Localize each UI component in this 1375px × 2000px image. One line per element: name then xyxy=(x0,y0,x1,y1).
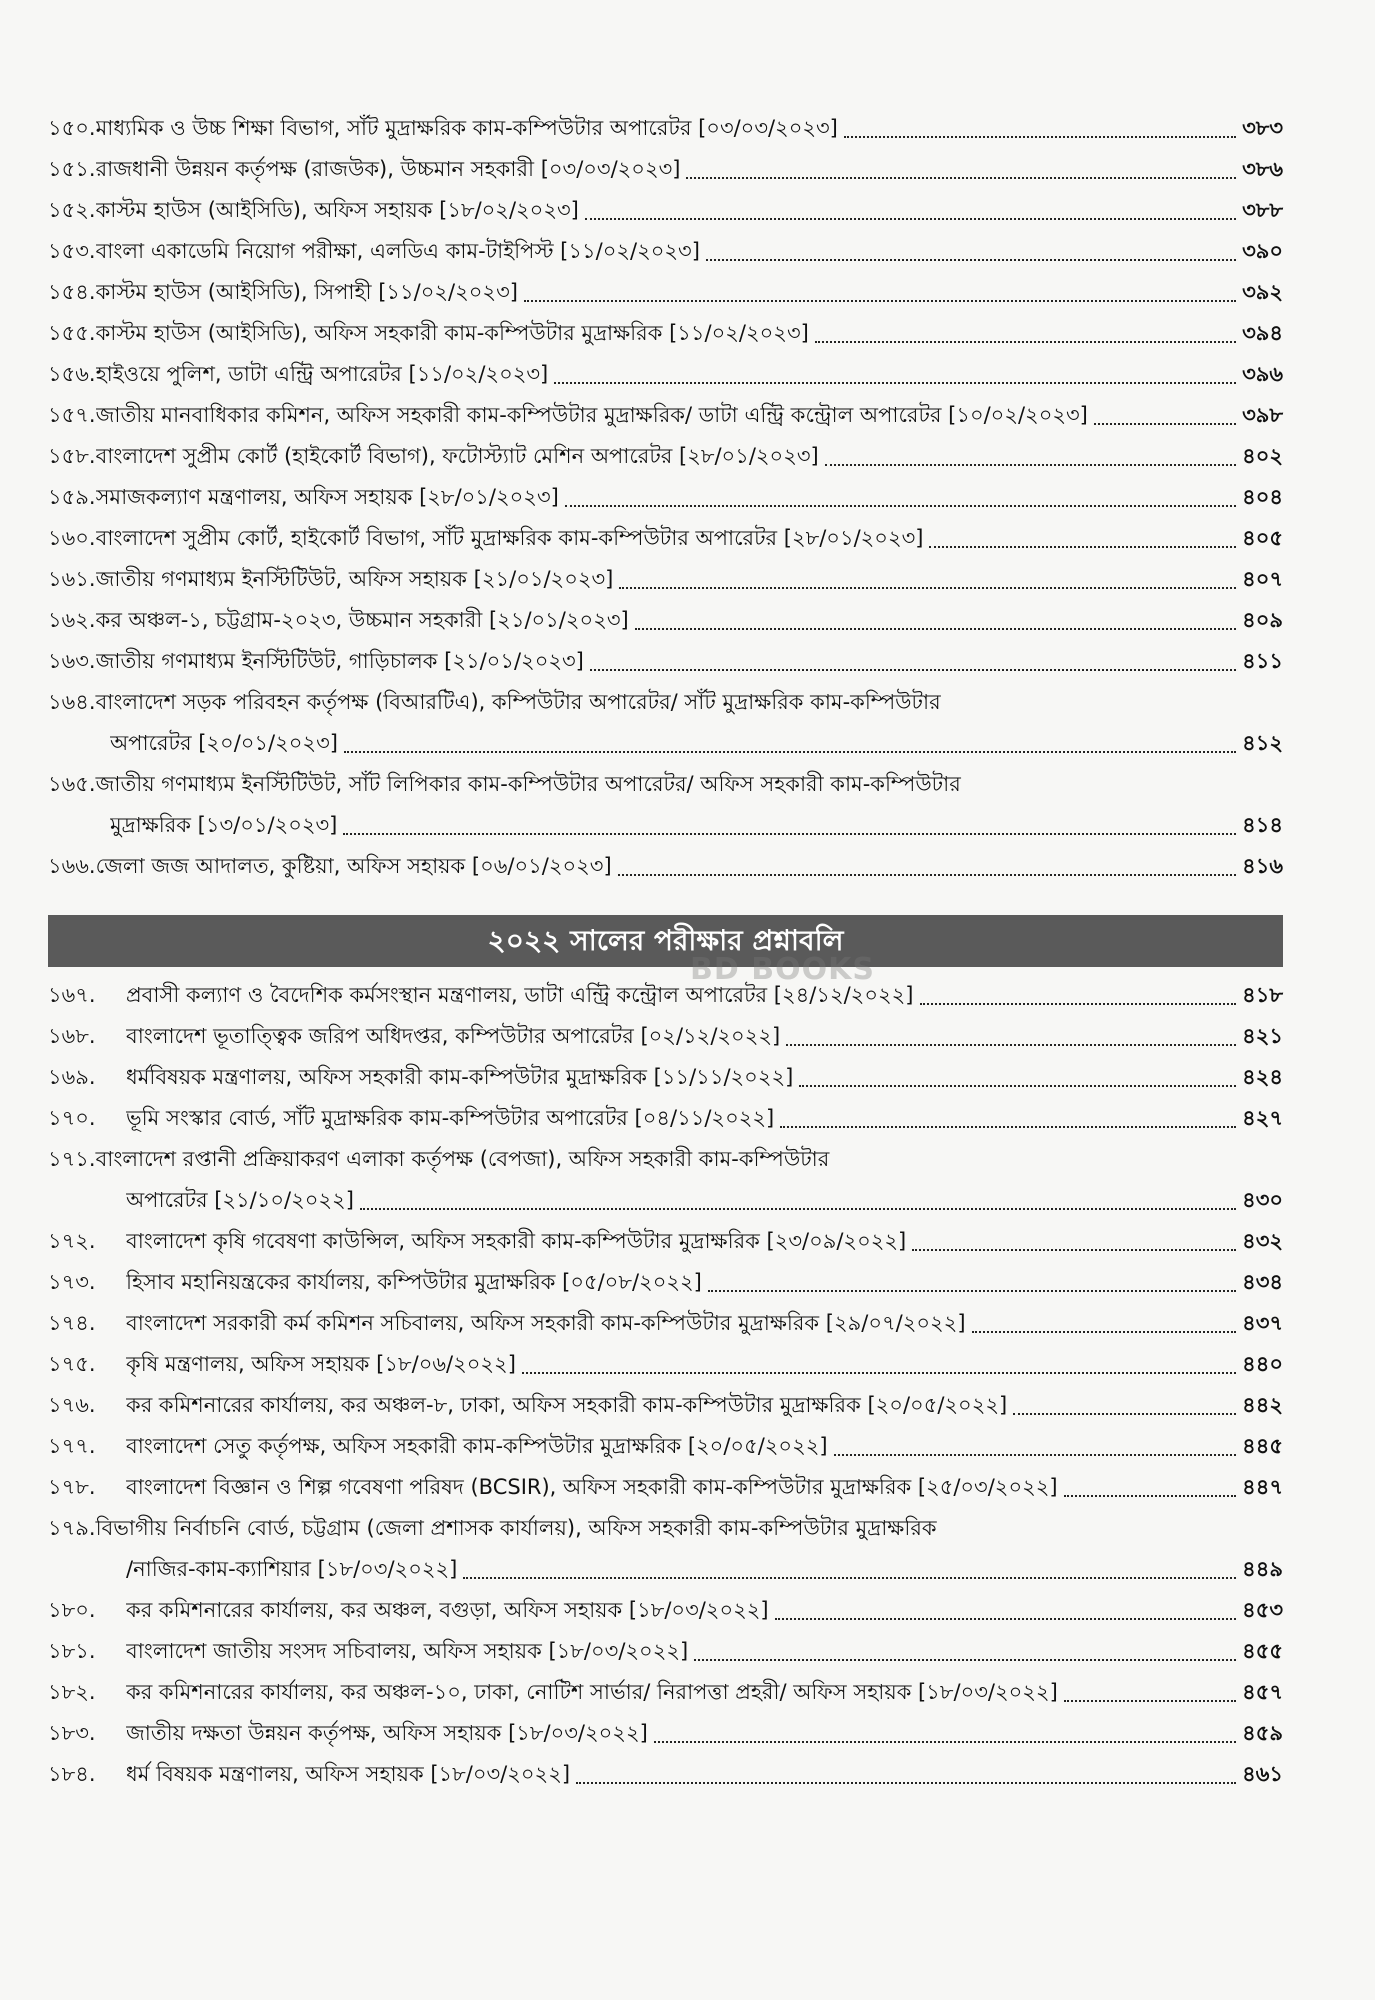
entry-title-line1: বাংলাদেশ সড়ক পরিবহন কর্তৃপক্ষ (বিআরটিএ), কম্পিউটার অপারেটর/ সাঁট মুদ্রাক্ষরিক কাম-কম্পিউটার xyxy=(95,690,941,714)
toc-entry xyxy=(48,1344,1283,1385)
dot-leader xyxy=(780,1126,1236,1128)
toc-entry xyxy=(48,1754,1283,1795)
entry-page-number: ৩৯৮ xyxy=(1242,403,1283,427)
section-heading-text: ২০২২ সালের পরীক্ষার প্রশ্নাবলি xyxy=(487,924,844,957)
entry-number: ১৮২. xyxy=(48,1680,96,1704)
entry-page-number: ৪১৮ xyxy=(1242,983,1283,1007)
entry-number: ১৭৪. xyxy=(48,1311,96,1335)
toc-entry xyxy=(48,1139,1283,1221)
entry-page-number: ৪০৯ xyxy=(1242,608,1283,632)
entry-page-number: ৪৫৭ xyxy=(1242,1680,1283,1704)
entry-title-line1: জাতীয় গণমাধ্যম ইনস্টিটিউট, সাঁট লিপিকার কাম-কম্পিউটার অপারেটর/ অফিস সহকারী কাম-কম্পিউটার xyxy=(95,772,961,796)
entry-title: জাতীয় গণমাধ্যম ইনস্টিটিউট, গাড়িচালক [২১/০১/২০২৩] xyxy=(95,649,584,673)
toc-entry xyxy=(48,395,1283,436)
entry-title: ভূমি সংস্কার বোর্ড, সাঁট মুদ্রাক্ষরিক কাম-কম্পিউটার অপারেটর [০৪/১১/২০২২] xyxy=(126,1106,775,1130)
entry-title: রাজধানী উন্নয়ন কর্তৃপক্ষ (রাজউক), উচ্চমান সহকারী [০৩/০৩/২০২৩] xyxy=(95,157,681,181)
entry-title: ধর্ম বিষয়ক মন্ত্রণালয়, অফিস সহায়ক [১৮/০৩/২০২২] xyxy=(126,1762,571,1786)
toc-entry xyxy=(48,477,1283,518)
entry-page-number: ৪৫৩ xyxy=(1242,1598,1283,1622)
entry-page-number: ৪০৭ xyxy=(1242,567,1283,591)
entry-number: ১৫৫. xyxy=(48,321,96,345)
entry-page-number: ৪৪০ xyxy=(1242,1352,1283,1376)
toc-entry xyxy=(48,1631,1283,1672)
entry-page-number: ৪৪৯ xyxy=(1242,1557,1283,1581)
entry-number: ১৬১. xyxy=(48,567,96,591)
entry-page-number: ৩৮৬ xyxy=(1242,157,1283,181)
toc-entry xyxy=(48,354,1283,395)
entry-title: জাতীয় মানবাধিকার কমিশন, অফিস সহকারী কাম-কম্পিউটার মুদ্রাক্ষরিক/ ডাটা এন্ট্রি কন্ট্রোল অপারেটর [১০/০২/২০২৩] xyxy=(95,403,1088,427)
toc-entry xyxy=(48,149,1283,190)
dot-leader xyxy=(554,382,1236,384)
dot-leader xyxy=(585,218,1236,220)
toc-entry xyxy=(48,1467,1283,1508)
entry-number: ১৭২. xyxy=(48,1229,96,1253)
entry-number: ১৫৯. xyxy=(48,485,96,509)
dot-leader xyxy=(912,1249,1236,1251)
entry-title: কৃষি মন্ত্রণালয়, অফিস সহায়ক [১৮/০৬/২০২২] xyxy=(126,1352,516,1376)
entry-page-number: ৪০৫ xyxy=(1242,526,1283,550)
entry-page-number: ৪২১ xyxy=(1242,1024,1283,1048)
dot-leader xyxy=(576,1782,1236,1784)
entry-number: ১৬৬. xyxy=(48,854,96,878)
entry-number: ১৬৩. xyxy=(48,649,96,673)
toc-entry xyxy=(48,1262,1283,1303)
toc-entry xyxy=(48,1713,1283,1754)
entry-page-number: ৪৫৫ xyxy=(1242,1639,1283,1663)
dot-leader xyxy=(825,464,1236,466)
entry-number: ১৬৪. xyxy=(48,690,96,714)
entry-title: বাংলা একাডেমি নিয়োগ পরীক্ষা, এলডিএ কাম-টাইপিস্ট [১১/০২/২০২৩] xyxy=(95,239,700,263)
entry-title: বাংলাদেশ জাতীয় সংসদ সচিবালয়, অফিস সহায়ক [১৮/০৩/২০২২] xyxy=(126,1639,689,1663)
entry-number: ১৭৭. xyxy=(48,1434,96,1458)
dot-leader xyxy=(920,1003,1237,1005)
toc-entry xyxy=(48,682,1283,764)
toc-section-2022 xyxy=(48,975,1283,1795)
entry-title: মাধ্যমিক ও উচ্চ শিক্ষা বিভাগ, সাঁট মুদ্রাক্ষরিক কাম-কম্পিউটার অপারেটর [০৩/০৩/২০২৩] xyxy=(95,116,838,140)
dot-leader xyxy=(929,546,1236,548)
toc-entry xyxy=(48,108,1283,149)
dot-leader xyxy=(344,751,1236,753)
toc-entry xyxy=(48,1590,1283,1631)
dot-leader xyxy=(815,341,1236,343)
entry-title: বাংলাদেশ ভূতাত্ত্বিক জরিপ অধিদপ্তর, কম্পিউটার অপারেটর [০২/১২/২০২২] xyxy=(126,1024,781,1048)
dot-leader xyxy=(1064,1700,1236,1702)
dot-leader xyxy=(524,300,1236,302)
entry-number: ১৫৪. xyxy=(48,280,96,304)
toc-entry xyxy=(48,313,1283,354)
entry-page-number: ৩৯৪ xyxy=(1242,321,1283,345)
dot-leader xyxy=(635,628,1236,630)
entry-title: বাংলাদেশ সুপ্রীম কোর্ট (হাইকোর্ট বিভাগ), ফটোস্ট্যাট মেশিন অপারেটর [২৮/০১/২০২৩] xyxy=(95,444,819,468)
entry-number: ১৮১. xyxy=(48,1639,96,1663)
entry-title: কাস্টম হাউস (আইসিডি), অফিস সহায়ক [১৮/০২/২০২৩] xyxy=(95,198,579,222)
entry-page-number: ৩৮৮ xyxy=(1242,198,1283,222)
toc-entry xyxy=(48,1426,1283,1467)
entry-number: ১৬৭. xyxy=(48,983,96,1007)
entry-page-number: ৪৩০ xyxy=(1242,1188,1283,1212)
entry-title: কর কমিশনারের কার্যালয়, কর অঞ্চল-১০, ঢাকা, নোটিশ সার্ভার/ নিরাপত্তা প্রহরী/ অফিস সহায়ক [১৮/০৩/২০২২] xyxy=(126,1680,1058,1704)
toc-entry xyxy=(48,518,1283,559)
entry-page-number: ৪১২ xyxy=(1242,731,1283,755)
entry-page-number: ৩৯২ xyxy=(1242,280,1283,304)
entry-number: ১৭০. xyxy=(48,1106,96,1130)
entry-number: ১৫২. xyxy=(48,198,96,222)
entry-page-number: ৪৬১ xyxy=(1242,1762,1283,1786)
entry-number: ১৬৫. xyxy=(48,772,96,796)
toc-entry xyxy=(48,1221,1283,1262)
entry-title-line2: /নাজির-কাম-ক্যাশিয়ার [১৮/০৩/২০২২] xyxy=(126,1557,458,1581)
toc-entry xyxy=(48,1057,1283,1098)
entry-page-number: ৪৩৪ xyxy=(1242,1270,1283,1294)
dot-leader xyxy=(1013,1413,1236,1415)
table-of-contents xyxy=(48,108,1283,1795)
entry-title: কর কমিশনারের কার্যালয়, কর অঞ্চল, বগুড়া, অফিস সহায়ক [১৮/০৩/২০২২] xyxy=(126,1598,769,1622)
entry-page-number: ৪০৪ xyxy=(1242,485,1283,509)
toc-entry xyxy=(48,272,1283,313)
entry-title: কাস্টম হাউস (আইসিডি), অফিস সহকারী কাম-কম্পিউটার মুদ্রাক্ষরিক [১১/০২/২০২৩] xyxy=(95,321,809,345)
toc-entry xyxy=(48,764,1283,846)
toc-entry xyxy=(48,190,1283,231)
entry-title: বাংলাদেশ বিজ্ঞান ও শিল্প গবেষণা পরিষদ (BCSIR), অফিস সহকারী কাম-কম্পিউটার মুদ্রাক্ষরিক [২৫/০৩/২০২২] xyxy=(126,1475,1058,1499)
entry-number: ১৬২. xyxy=(48,608,96,632)
entry-title: বাংলাদেশ কৃষি গবেষণা কাউন্সিল, অফিস সহকারী কাম-কম্পিউটার মুদ্রাক্ষরিক [২৩/০৯/২০২২] xyxy=(126,1229,907,1253)
entry-title: প্রবাসী কল্যাণ ও বৈদেশিক কর্মসংস্থান মন্ত্রণালয়, ডাটা এন্ট্রি কন্ট্রোল অপারেটর [২৪/১২/২০২২] xyxy=(126,983,914,1007)
entry-title: জাতীয় দক্ষতা উন্নয়ন কর্তৃপক্ষ, অফিস সহায়ক [১৮/০৩/২০২২] xyxy=(126,1721,648,1745)
toc-section-2023 xyxy=(48,108,1283,887)
entry-page-number: ৪৩২ xyxy=(1242,1229,1283,1253)
entry-title: জাতীয় গণমাধ্যম ইনস্টিটিউট, অফিস সহায়ক [২১/০১/২০২৩] xyxy=(95,567,614,591)
entry-page-number: ৪৪২ xyxy=(1242,1393,1283,1417)
entry-title: জেলা জজ আদালত, কুষ্টিয়া, অফিস সহায়ক [০৬/০১/২০২৩] xyxy=(95,854,612,878)
entry-page-number: ৪১১ xyxy=(1242,649,1283,673)
dot-leader xyxy=(1094,423,1236,425)
toc-entry xyxy=(48,846,1283,887)
entry-page-number: ৪২৭ xyxy=(1242,1106,1283,1130)
entry-number: ১৭৯. xyxy=(48,1516,96,1540)
entry-number: ১৭৬. xyxy=(48,1393,96,1417)
dot-leader xyxy=(522,1372,1236,1374)
toc-entry xyxy=(48,559,1283,600)
dot-leader xyxy=(590,669,1236,671)
entry-title: বাংলাদেশ সুপ্রীম কোর্ট, হাইকোর্ট বিভাগ, সাঁট মুদ্রাক্ষরিক কাম-কম্পিউটার অপারেটর [২৮/০১/২০২৩] xyxy=(95,526,924,550)
toc-entry xyxy=(48,1098,1283,1139)
entry-number: ১৮৩. xyxy=(48,1721,96,1745)
entry-title-line2: অপারেটর [২১/১০/২০২২] xyxy=(126,1188,354,1212)
entry-title: কাস্টম হাউস (আইসিডি), সিপাহী [১১/০২/২০২৩] xyxy=(95,280,518,304)
dot-leader xyxy=(708,1290,1236,1292)
dot-leader xyxy=(360,1208,1236,1210)
entry-title: কর কমিশনারের কার্যালয়, কর অঞ্চল-৮, ঢাকা, অফিস সহকারী কাম-কম্পিউটার মুদ্রাক্ষরিক [২০/০৫/২০২২] xyxy=(126,1393,1008,1417)
entry-title: কর অঞ্চল-১, চট্টগ্রাম-২০২৩, উচ্চমান সহকারী [২১/০১/২০২৩] xyxy=(95,608,629,632)
entry-title-line2: মুদ্রাক্ষরিক [১৩/০১/২০২৩] xyxy=(110,813,338,837)
dot-leader xyxy=(619,587,1236,589)
entry-number: ১৬০. xyxy=(48,526,96,550)
dot-leader xyxy=(834,1454,1237,1456)
toc-entry xyxy=(48,1016,1283,1057)
dot-leader xyxy=(463,1577,1236,1579)
entry-number: ১৫১. xyxy=(48,157,96,181)
entry-title-line2: অপারেটর [২০/০১/২০২৩] xyxy=(110,731,338,755)
toc-entry xyxy=(48,1508,1283,1590)
entry-page-number: ৪০২ xyxy=(1242,444,1283,468)
toc-entry xyxy=(48,436,1283,477)
entry-number: ১৮৪. xyxy=(48,1762,96,1786)
entry-title: হাইওয়ে পুলিশ, ডাটা এন্ট্রি অপারেটর [১১/০২/২০২৩] xyxy=(95,362,549,386)
toc-entry xyxy=(48,975,1283,1016)
entry-title: হিসাব মহানিয়ন্ত্রকের কার্যালয়, কম্পিউটার মুদ্রাক্ষরিক [০৫/০৮/২০২২] xyxy=(126,1270,702,1294)
section-heading-2022 xyxy=(48,915,1283,967)
entry-page-number: ৪২৪ xyxy=(1242,1065,1283,1089)
dot-leader xyxy=(972,1331,1237,1333)
dot-leader xyxy=(694,1659,1236,1661)
entry-title: বাংলাদেশ সেতু কর্তৃপক্ষ, অফিস সহকারী কাম-কম্পিউটার মুদ্রাক্ষরিক [২০/০৫/২০২২] xyxy=(126,1434,828,1458)
dot-leader xyxy=(618,874,1236,876)
entry-number: ১৭৮. xyxy=(48,1475,96,1499)
entry-page-number: ৩৮৩ xyxy=(1242,116,1283,140)
entry-title-line1: বিভাগীয় নির্বাচনি বোর্ড, চট্টগ্রাম (জেলা প্রশাসক কার্যালয়), অফিস সহকারী কাম-কম্পিউটার মুদ্রাক্ষরিক xyxy=(95,1516,937,1540)
dot-leader xyxy=(343,833,1236,835)
entry-number: ১৭৩. xyxy=(48,1270,96,1294)
toc-entry xyxy=(48,1303,1283,1344)
entry-title: সমাজকল্যাণ মন্ত্রণালয়, অফিস সহায়ক [২৮/০১/২০২৩] xyxy=(95,485,559,509)
entry-title: ধর্মবিষয়ক মন্ত্রণালয়, অফিস সহকারী কাম-কম্পিউটার মুদ্রাক্ষরিক [১১/১১/২০২২] xyxy=(126,1065,794,1089)
watermark-text: BD BOOKS xyxy=(690,952,875,987)
toc-entry xyxy=(48,231,1283,272)
entry-title: বাংলাদেশ সরকারী কর্ম কমিশন সচিবালয়, অফিস সহকারী কাম-কম্পিউটার মুদ্রাক্ষরিক [২৯/০৭/২০২২] xyxy=(126,1311,966,1335)
dot-leader xyxy=(706,259,1236,261)
entry-number: ১৫৮. xyxy=(48,444,96,468)
toc-entry xyxy=(48,600,1283,641)
dot-leader xyxy=(844,136,1236,138)
entry-page-number: ৪৪৫ xyxy=(1242,1434,1283,1458)
dot-leader xyxy=(654,1741,1236,1743)
dot-leader xyxy=(565,505,1236,507)
entry-number: ১৬৯. xyxy=(48,1065,96,1089)
entry-page-number: ৪৪৭ xyxy=(1242,1475,1283,1499)
dot-leader xyxy=(1064,1495,1236,1497)
toc-entry xyxy=(48,1672,1283,1713)
toc-entry xyxy=(48,641,1283,682)
dot-leader xyxy=(786,1044,1236,1046)
entry-number: ১৭৫. xyxy=(48,1352,96,1376)
dot-leader xyxy=(799,1085,1236,1087)
entry-number: ১৫০. xyxy=(48,116,96,140)
entry-page-number: ৪১৪ xyxy=(1242,813,1283,837)
entry-page-number: ৩৯০ xyxy=(1242,239,1283,263)
entry-title-line1: বাংলাদেশ রপ্তানী প্রক্রিয়াকরণ এলাকা কর্তৃপক্ষ (বেপজা), অফিস সহকারী কাম-কম্পিউটার xyxy=(95,1147,830,1171)
entry-number: ১৫৬. xyxy=(48,362,96,386)
entry-page-number: ৩৯৬ xyxy=(1242,362,1283,386)
dot-leader xyxy=(686,177,1236,179)
entry-number: ১৫৩. xyxy=(48,239,96,263)
entry-number: ১৫৭. xyxy=(48,403,96,427)
entry-page-number: ৪১৬ xyxy=(1242,854,1283,878)
entry-number: ১৬৮. xyxy=(48,1024,96,1048)
entry-number: ১৭১. xyxy=(48,1147,96,1171)
toc-entry xyxy=(48,1385,1283,1426)
entry-number: ১৮০. xyxy=(48,1598,96,1622)
entry-page-number: ৪৩৭ xyxy=(1242,1311,1283,1335)
dot-leader xyxy=(775,1618,1236,1620)
entry-page-number: ৪৫৯ xyxy=(1242,1721,1283,1745)
